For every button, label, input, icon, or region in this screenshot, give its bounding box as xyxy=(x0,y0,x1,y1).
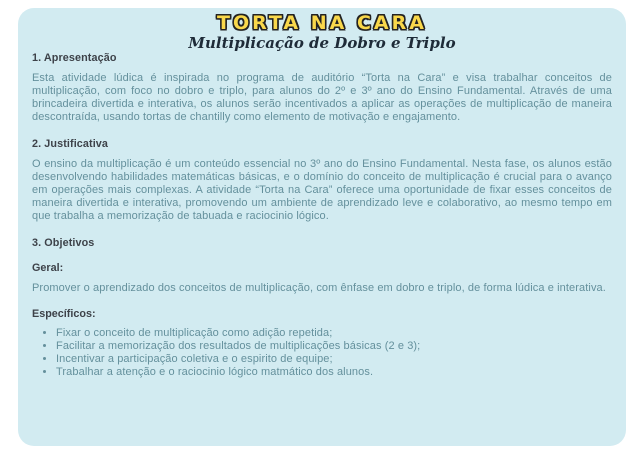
paragraph-justificativa: O ensino da multiplicação é um conteúdo essencial no 3º ano do Ensino Fundamental. Nesta fase, os alunos estão desenvolvendo habilidades matemáticas básicas, e o domínio do conceito de multiplicação é crucial para o avanço em operações mais complexas. A atividade “Torta na Cara” oferece uma oportunidade de fixar esses conceitos de maneira divertida e interativa, promovendo um ambiente de aprendizado leve e colaborativo, ao mesmo tempo em que trabalha a memorização de tabuada e raciocinio lógico. xyxy=(32,158,612,222)
paragraph-apresentacao: Esta atividade lúdica é inspirada no programa de auditório “Torta na Cara” e visa trabalhar conceitos de multiplicação, com foco no dobro e triplo, para alunos do 2º e 3º ano do Ensino Fundamental. Através de uma brincadeira divertida e interativa, os alunos serão incentivados a aplicar as operações de multiplicação de maneira descontraída, usando tortas de chantilly como elemento de motivação e engajamento. xyxy=(32,72,612,123)
section-heading-justificativa: 2. Justificativa xyxy=(32,138,109,150)
sub-heading-especificos: Específicos: xyxy=(32,308,96,320)
list-item: • Incentivar a participação coletiva e o espirito de equipe; xyxy=(56,353,612,366)
list-item: • Trabalhar a atenção e o raciocinio lógico matmático dos alunos. xyxy=(56,366,612,379)
list-item: • Facilitar a memorização dos resultados de multiplicações básicas (2 e 3); xyxy=(56,340,612,353)
lesson-plan-card xyxy=(18,8,626,446)
document-header xyxy=(32,13,612,52)
sub-heading-geral: Geral: xyxy=(32,262,64,274)
list-item: • Fixar o conceito de multiplicação como adição repetida; xyxy=(56,327,612,340)
objetivos-especificos-list xyxy=(32,327,612,379)
section-heading-objetivos: 3. Objetivos xyxy=(32,237,95,249)
document-subtitle: Multiplicação de Dobro e Triplo xyxy=(188,34,456,52)
document-title: TORTA NA CARA xyxy=(217,12,427,34)
section-heading-apresentacao: 1. Apresentação xyxy=(32,52,117,64)
paragraph-objetivo-geral: Promover o aprendizado dos conceitos de multiplicação, com ênfase em dobro e triplo, de forma lúdica e interativa. xyxy=(32,282,606,294)
